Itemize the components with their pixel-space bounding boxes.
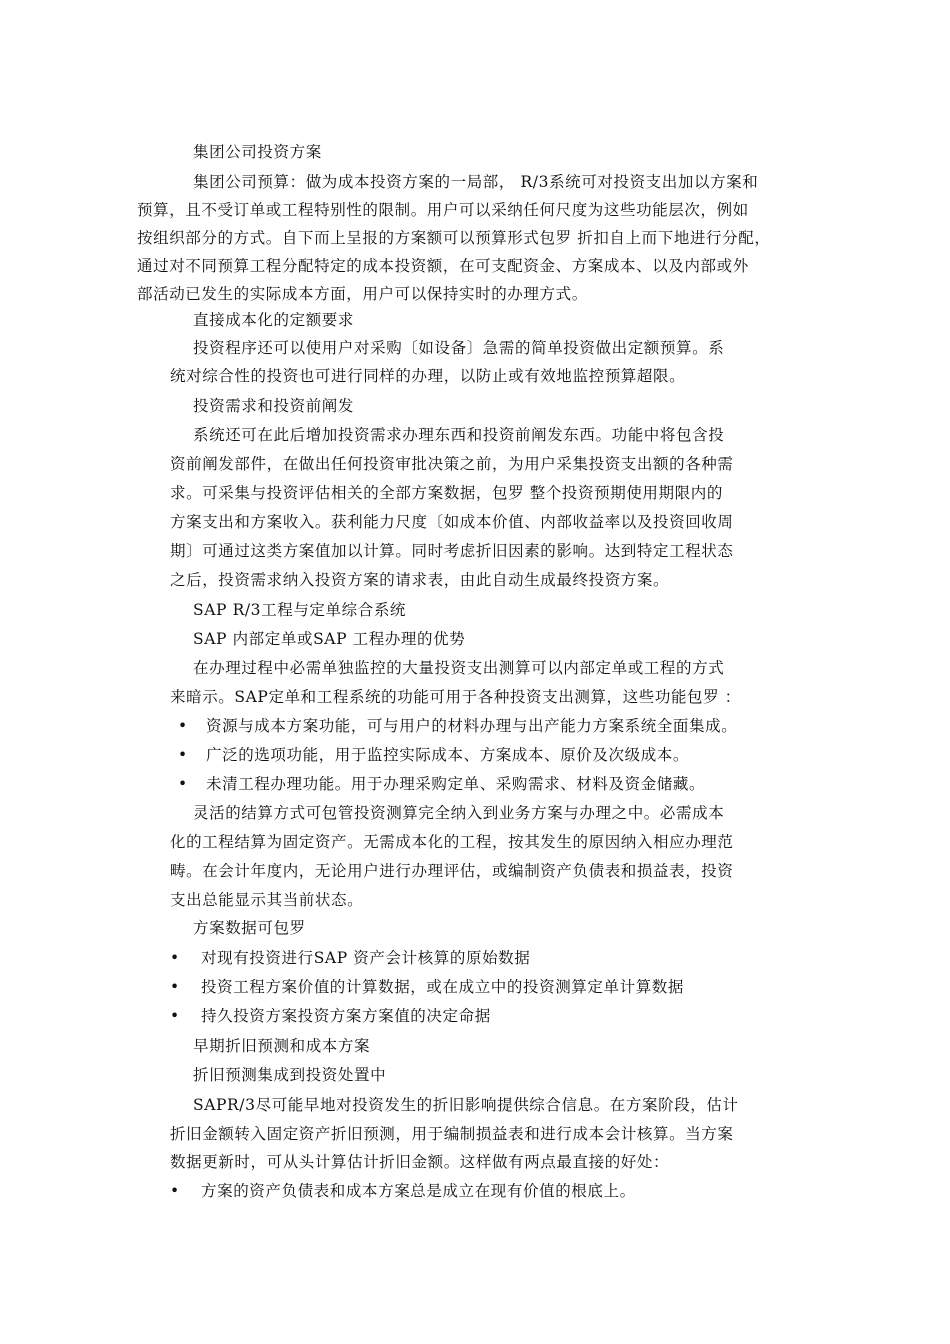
list-item: 未清工程办理功能。用于办理采购定单、采购需求、材料及资金储藏。 — [206, 775, 706, 793]
list-item: 投资工程方案价值的计算数据，或在成立中的投资测算定单计算数据 — [201, 978, 685, 996]
section-heading-investment-demand: 投资需求和投资前阐发 — [193, 397, 355, 415]
paragraph-line: 畴。在会计年度内，无论用户进行办理评估，或编制资产负债表和损益表，投资 — [170, 862, 734, 880]
paragraph-line: 在办理过程中必需单独监控的大量投资支出测算可以内部定单或工程的方式 — [193, 659, 725, 677]
section-heading-depreciation-integration: 折旧预测集成到投资处置中 — [193, 1066, 387, 1084]
paragraph-line: 折旧金额转入固定资产折旧预测，用于编制损益表和进行成本会计核算。当方案 — [170, 1125, 734, 1143]
bullet-icon: • — [170, 978, 180, 996]
paragraph-line: 系统还可在此后增加投资需求办理东西和投资前阐发东西。功能中将包含投 — [193, 426, 725, 444]
bullet-icon: • — [178, 775, 188, 793]
paragraph-line: 求。可采集与投资评估相关的全部方案数据，包罗 整个投资预期使用期限内的 — [170, 484, 723, 502]
paragraph-line: 化的工程结算为固定资产。无需成本化的工程，按其发生的原因纳入相应办理范 — [170, 833, 734, 851]
bullet-icon: • — [170, 1182, 180, 1200]
bullet-icon: • — [178, 746, 188, 764]
section-heading-plan-data: 方案数据可包罗 — [193, 919, 306, 937]
paragraph-line: 方案支出和方案收入。获利能力尺度〔如成本价值、内部收益率以及投资回收周 — [170, 513, 734, 531]
section-heading-depreciation: 早期折旧预测和成本方案 — [193, 1037, 371, 1055]
section-heading-sap-r3: SAP R/3工程与定单综合系统 — [193, 601, 407, 619]
section-heading-direct-costing: 直接成本化的定额要求 — [193, 311, 355, 329]
list-item: 方案的资产负债表和成本方案总是成立在现有价值的根底上。 — [201, 1182, 636, 1200]
paragraph-line: SAPR/3尽可能早地对投资发生的折旧影响提供综合信息。在方案阶段，估计 — [193, 1096, 739, 1114]
paragraph-line: 资前阐发部件，在做出任何投资审批决策之前，为用户采集投资支出额的各种需 — [170, 455, 734, 473]
list-item: 广泛的选项功能，用于监控实际成本、方案成本、原价及次级成本。 — [206, 746, 690, 764]
paragraph-line: 通过对不同预算工程分配特定的成本投资额，在可支配资金、方案成本、以及内部或外 — [137, 257, 749, 275]
paragraph-line: 集团公司预算：做为成本投资方案的一局部， R/3系统可对投资支出加以方案和 — [193, 173, 759, 191]
paragraph-line: 统对综合性的投资也可进行同样的办理，以防止或有效地监控预算超限。 — [170, 367, 686, 385]
paragraph-line: 之后，投资需求纳入投资方案的请求表，由此自动生成最终投资方案。 — [170, 571, 670, 589]
bullet-icon: • — [170, 1007, 180, 1025]
bullet-icon: • — [178, 717, 188, 735]
section-heading-group-plan: 集团公司投资方案 — [193, 143, 322, 161]
bullet-icon: • — [170, 949, 180, 967]
paragraph-line: 数据更新时，可从头计算估计折旧金额。这样做有两点最直接的好处： — [170, 1153, 670, 1171]
paragraph-line: 来暗示。SAP定单和工程系统的功能可用于各种投资支出测算，这些功能包罗 ： — [170, 688, 741, 706]
list-item: 资源与成本方案功能，可与用户的材料办理与出产能力方案系统全面集成。 — [206, 717, 738, 735]
section-heading-sap-advantages: SAP 内部定单或SAP 工程办理的优势 — [193, 630, 466, 648]
paragraph-line: 期〕可通过这类方案值加以计算。同时考虑折旧因素的影响。达到特定工程状态 — [170, 542, 734, 560]
list-item: 持久投资方案投资方案方案值的决定命据 — [201, 1007, 491, 1025]
paragraph-line: 预算，且不受订单或工程特别性的限制。用户可以采纳任何尺度为这些功能层次，例如 — [137, 201, 749, 219]
paragraph-line: 投资程序还可以使用户对采购〔如设备〕急需的简单投资做出定额预算。系 — [193, 339, 725, 357]
paragraph-line: 按组织部分的方式。自下而上呈报的方案额可以预算形式包罗 折扣自上而下地进行分配， — [137, 229, 771, 247]
paragraph-line: 灵活的结算方式可包管投资测算完全纳入到业务方案与办理之中。必需成本 — [193, 804, 725, 822]
paragraph-line: 部活动已发生的实际成本方面，用户可以保持实时的办理方式。 — [137, 285, 588, 303]
list-item: 对现有投资进行SAP 资产会计核算的原始数据 — [201, 949, 531, 967]
paragraph-line: 支出总能显示其当前状态。 — [170, 891, 364, 909]
